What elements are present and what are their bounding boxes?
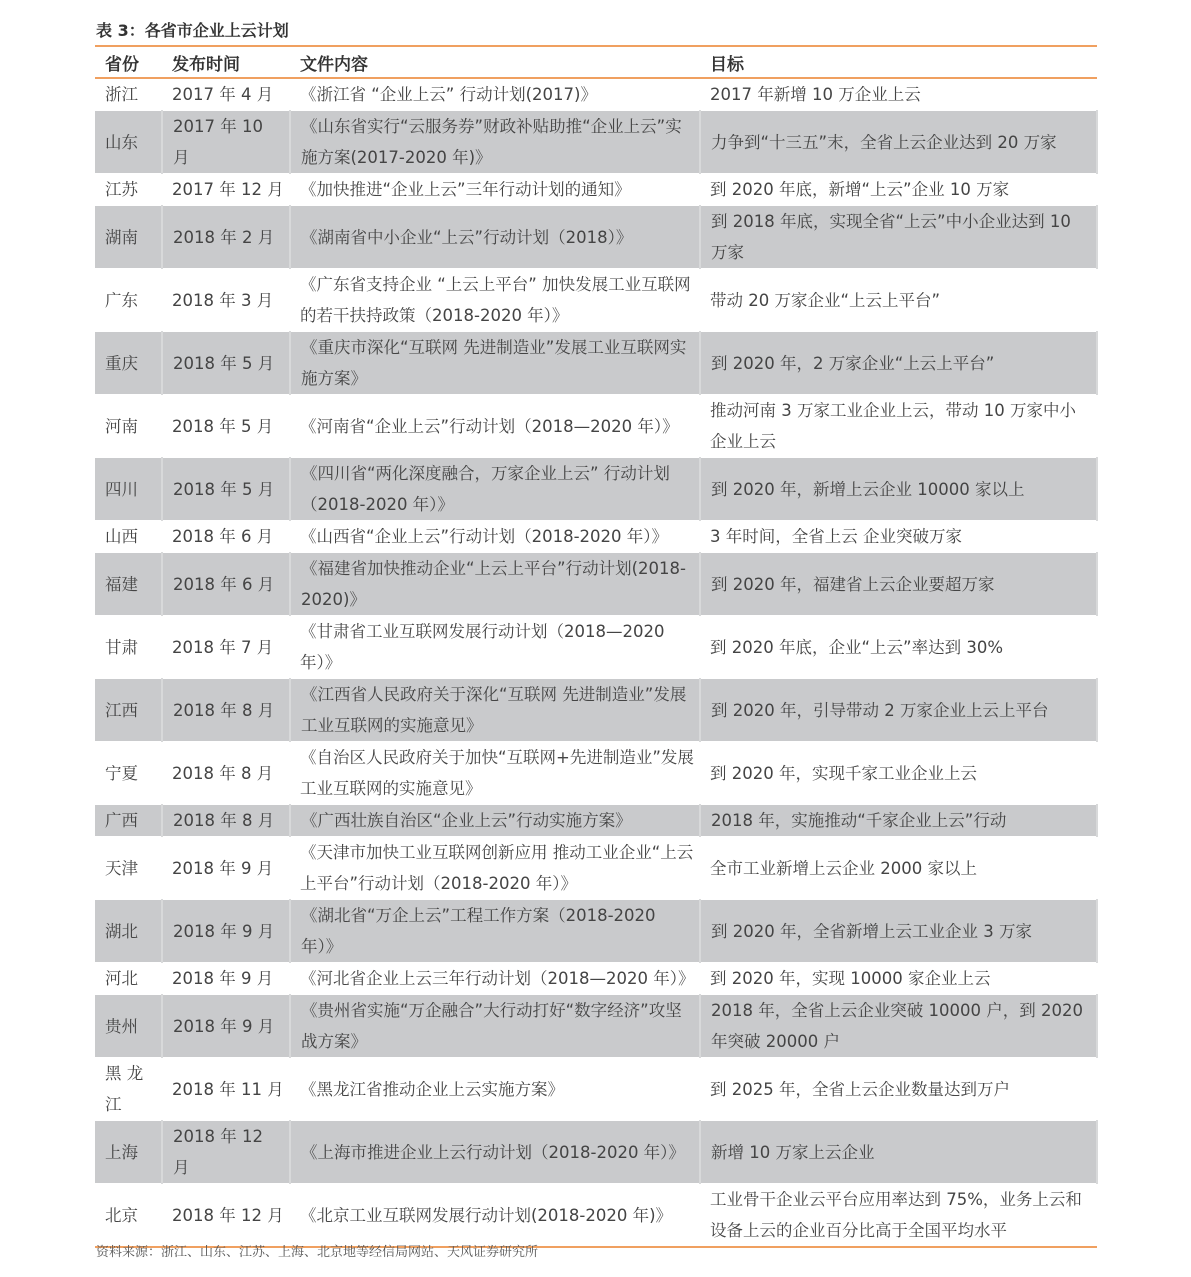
province-cell: 四川: [95, 458, 162, 521]
table-row: [95, 742, 1097, 805]
province-cell: 山西: [105, 527, 138, 546]
date-cell: 2018 年 6 月: [172, 527, 274, 546]
date-cell: 2018 年 5 月: [162, 458, 290, 521]
table-row: [95, 111, 1097, 174]
province-cell: 浙江: [105, 85, 138, 104]
province-cell: 宁夏: [105, 763, 138, 783]
table-row: [95, 206, 1097, 269]
date-cell: 2018 年 9 月: [172, 858, 274, 878]
goal-cell: 带动 20 万家企业“上云上平台”: [710, 290, 941, 310]
table-row: [95, 616, 1097, 679]
province-cell: 黑 龙 江: [105, 1064, 144, 1114]
document-cell: 《湖南省中小企业“上云”行动计划（2018）》: [290, 206, 700, 269]
date-cell: 2018 年 9 月: [172, 969, 274, 988]
date-cell: 2018 年 8 月: [172, 763, 274, 783]
goal-cell: 推动河南 3 万家工业企业上云，带动 10 万家中小企业上云: [710, 401, 1076, 451]
goal-cell: 新增 10 万家上云企业: [700, 1121, 1097, 1184]
document-cell: 《天津市加快工业互联网创新应用 推动工业企业“上云上平台”行动计划（2018-2020 年）》: [300, 843, 694, 893]
goal-cell: 到 2020 年，实现 10000 家企业上云: [710, 969, 991, 988]
cloud-plan-table: [95, 45, 1098, 1248]
table-row: [95, 521, 1097, 553]
table-row: [95, 900, 1097, 963]
goal-cell: 到 2020 年，实现千家工业企业上云: [710, 763, 977, 783]
table-body: [95, 78, 1097, 1247]
date-cell: 2018 年 7 月: [172, 637, 274, 657]
document-cell: 《河南省“企业上云”行动计划（2018—2020 年）》: [300, 416, 679, 436]
document-cell: 《湖北省“万企上云”工程工作方案（2018-2020 年）》: [290, 900, 700, 963]
date-cell: 2018 年 9 月: [162, 900, 290, 963]
goal-cell: 到 2020 年，新增上云企业 10000 家以上: [700, 458, 1097, 521]
table-row: [95, 1121, 1097, 1184]
province-cell: 天津: [105, 858, 138, 878]
goal-cell: 到 2025 年，全省上云企业数量达到万户: [710, 1079, 1010, 1099]
table-row: [95, 78, 1097, 111]
document-cell: 《贵州省实施“万企融合”大行动打好“数字经济”攻坚战方案》: [290, 995, 700, 1058]
table-header-row: [95, 46, 1097, 78]
header-goal: 目标: [710, 54, 744, 75]
goal-cell: 3 年时间，全省上云 企业突破万家: [710, 527, 962, 546]
table-row: [95, 553, 1097, 616]
goal-cell: 到 2020 年，引导带动 2 万家企业上云上平台: [700, 679, 1097, 742]
province-cell: 湖南: [95, 206, 162, 269]
date-cell: 2018 年 5 月: [172, 416, 274, 436]
date-cell: 2018 年 5 月: [162, 332, 290, 395]
table-row: [95, 963, 1097, 995]
source-note: 资料来源：浙江、山东、江苏、上海、北京地等经信局网站、天风证券研究所: [96, 1245, 539, 1260]
table-title: 表 3：各省市企业上云计划: [96, 21, 289, 40]
province-cell: 上海: [95, 1121, 162, 1184]
goal-cell: 到 2020 年，福建省上云企业要超万家: [700, 553, 1097, 616]
date-cell: 2018 年 6 月: [162, 553, 290, 616]
goal-cell: 2018 年，全省上云企业突破 10000 户，到 2020 年突破 20000 户: [700, 995, 1097, 1058]
date-cell: 2018 年 2 月: [162, 206, 290, 269]
document-cell: 《河北省企业上云三年行动计划（2018—2020 年）》: [300, 969, 695, 988]
document-cell: 《甘肃省工业互联网发展行动计划（2018—2020 年）》: [300, 622, 665, 672]
document-cell: 《山西省“企业上云”行动计划（2018-2020 年）》: [300, 527, 669, 546]
goal-cell: 全市工业新增上云企业 2000 家以上: [710, 858, 977, 878]
date-cell: 2018 年 3 月: [172, 290, 274, 310]
document-cell: 《浙江省 “企业上云” 行动计划(2017)》: [300, 85, 597, 104]
province-cell: 山东: [95, 111, 162, 174]
table-row: [95, 269, 1097, 332]
goal-cell: 工业骨干企业云平台应用率达到 75%，业务上云和设备上云的企业百分比高于全国平均水平: [710, 1190, 1082, 1240]
table-row: [95, 1058, 1097, 1121]
table-row: [95, 679, 1097, 742]
document-cell: 《北京工业互联网发展行动计划(2018-2020 年)》: [300, 1205, 673, 1225]
province-cell: 河北: [105, 969, 138, 988]
province-cell: 江西: [95, 679, 162, 742]
table-row: [95, 174, 1097, 206]
document-cell: 《四川省“两化深度融合，万家企业上云” 行动计划（2018-2020 年）》: [290, 458, 700, 521]
header-province: 省份: [105, 54, 139, 75]
goal-cell: 到 2020 年底，企业“上云”率达到 30%: [710, 637, 1003, 657]
goal-cell: 到 2020 年底，新增“上云”企业 10 万家: [710, 180, 1010, 199]
document-cell: 《江西省人民政府关于深化“互联网 先进制造业”发展工业互联网的实施意见》: [290, 679, 700, 742]
table-row: [95, 458, 1097, 521]
province-cell: 甘肃: [105, 637, 138, 657]
document-cell: 《广东省支持企业 “上云上平台” 加快发展工业互联网的若干扶持政策（2018-2020 年）》: [300, 275, 691, 325]
date-cell: 2018 年 8 月: [162, 805, 290, 837]
document-cell: 《广西壮族自治区“企业上云”行动实施方案》: [290, 805, 700, 837]
date-cell: 2017 年 10 月: [162, 111, 290, 174]
date-cell: 2017 年 12 月: [172, 180, 284, 199]
date-cell: 2018 年 8 月: [162, 679, 290, 742]
province-cell: 福建: [95, 553, 162, 616]
province-cell: 贵州: [95, 995, 162, 1058]
goal-cell: 到 2020 年，2 万家企业“上云上平台”: [700, 332, 1097, 395]
date-cell: 2017 年 4 月: [172, 85, 274, 104]
document-cell: 《黑龙江省推动企业上云实施方案》: [300, 1079, 564, 1099]
table-row: [95, 995, 1097, 1058]
document-cell: 《福建省加快推动企业“上云上平台”行动计划(2018-2020)》: [290, 553, 700, 616]
document-cell: 《加快推进“企业上云”三年行动计划的通知》: [300, 180, 631, 199]
province-cell: 湖北: [95, 900, 162, 963]
table-row: [95, 1184, 1097, 1248]
date-cell: 2018 年 9 月: [162, 995, 290, 1058]
table-row: [95, 332, 1097, 395]
header-document: 文件内容: [300, 54, 368, 75]
table-row: [95, 395, 1097, 458]
province-cell: 重庆: [95, 332, 162, 395]
document-cell: 《上海市推进企业上云行动计划（2018-2020 年）》: [290, 1121, 700, 1184]
table-row: [95, 837, 1097, 900]
province-cell: 江苏: [105, 180, 138, 199]
document-cell: 《重庆市深化“互联网 先进制造业”发展工业互联网实施方案》: [290, 332, 700, 395]
goal-cell: 到 2018 年底，实现全省“上云”中小企业达到 10 万家: [700, 206, 1097, 269]
province-cell: 河南: [105, 416, 138, 436]
province-cell: 北京: [105, 1205, 138, 1225]
goal-cell: 2017 年新增 10 万企业上云: [710, 85, 921, 104]
date-cell: 2018 年 12 月: [162, 1121, 290, 1184]
table-row: [95, 805, 1097, 837]
goal-cell: 力争到“十三五”末，全省上云企业达到 20 万家: [700, 111, 1097, 174]
province-cell: 广西: [95, 805, 162, 837]
date-cell: 2018 年 12 月: [172, 1205, 284, 1225]
province-cell: 广东: [105, 290, 138, 310]
document-cell: 《自治区人民政府关于加快“互联网+先进制造业”发展工业互联网的实施意见》: [300, 748, 694, 798]
header-date: 发布时间: [172, 54, 240, 75]
document-cell: 《山东省实行“云服务券”财政补贴助推“企业上云”实施方案(2017-2020 年)》: [290, 111, 700, 174]
goal-cell: 2018 年，实施推动“千家企业上云”行动: [700, 805, 1097, 837]
date-cell: 2018 年 11 月: [172, 1079, 284, 1099]
goal-cell: 到 2020 年，全省新增上云工业企业 3 万家: [700, 900, 1097, 963]
